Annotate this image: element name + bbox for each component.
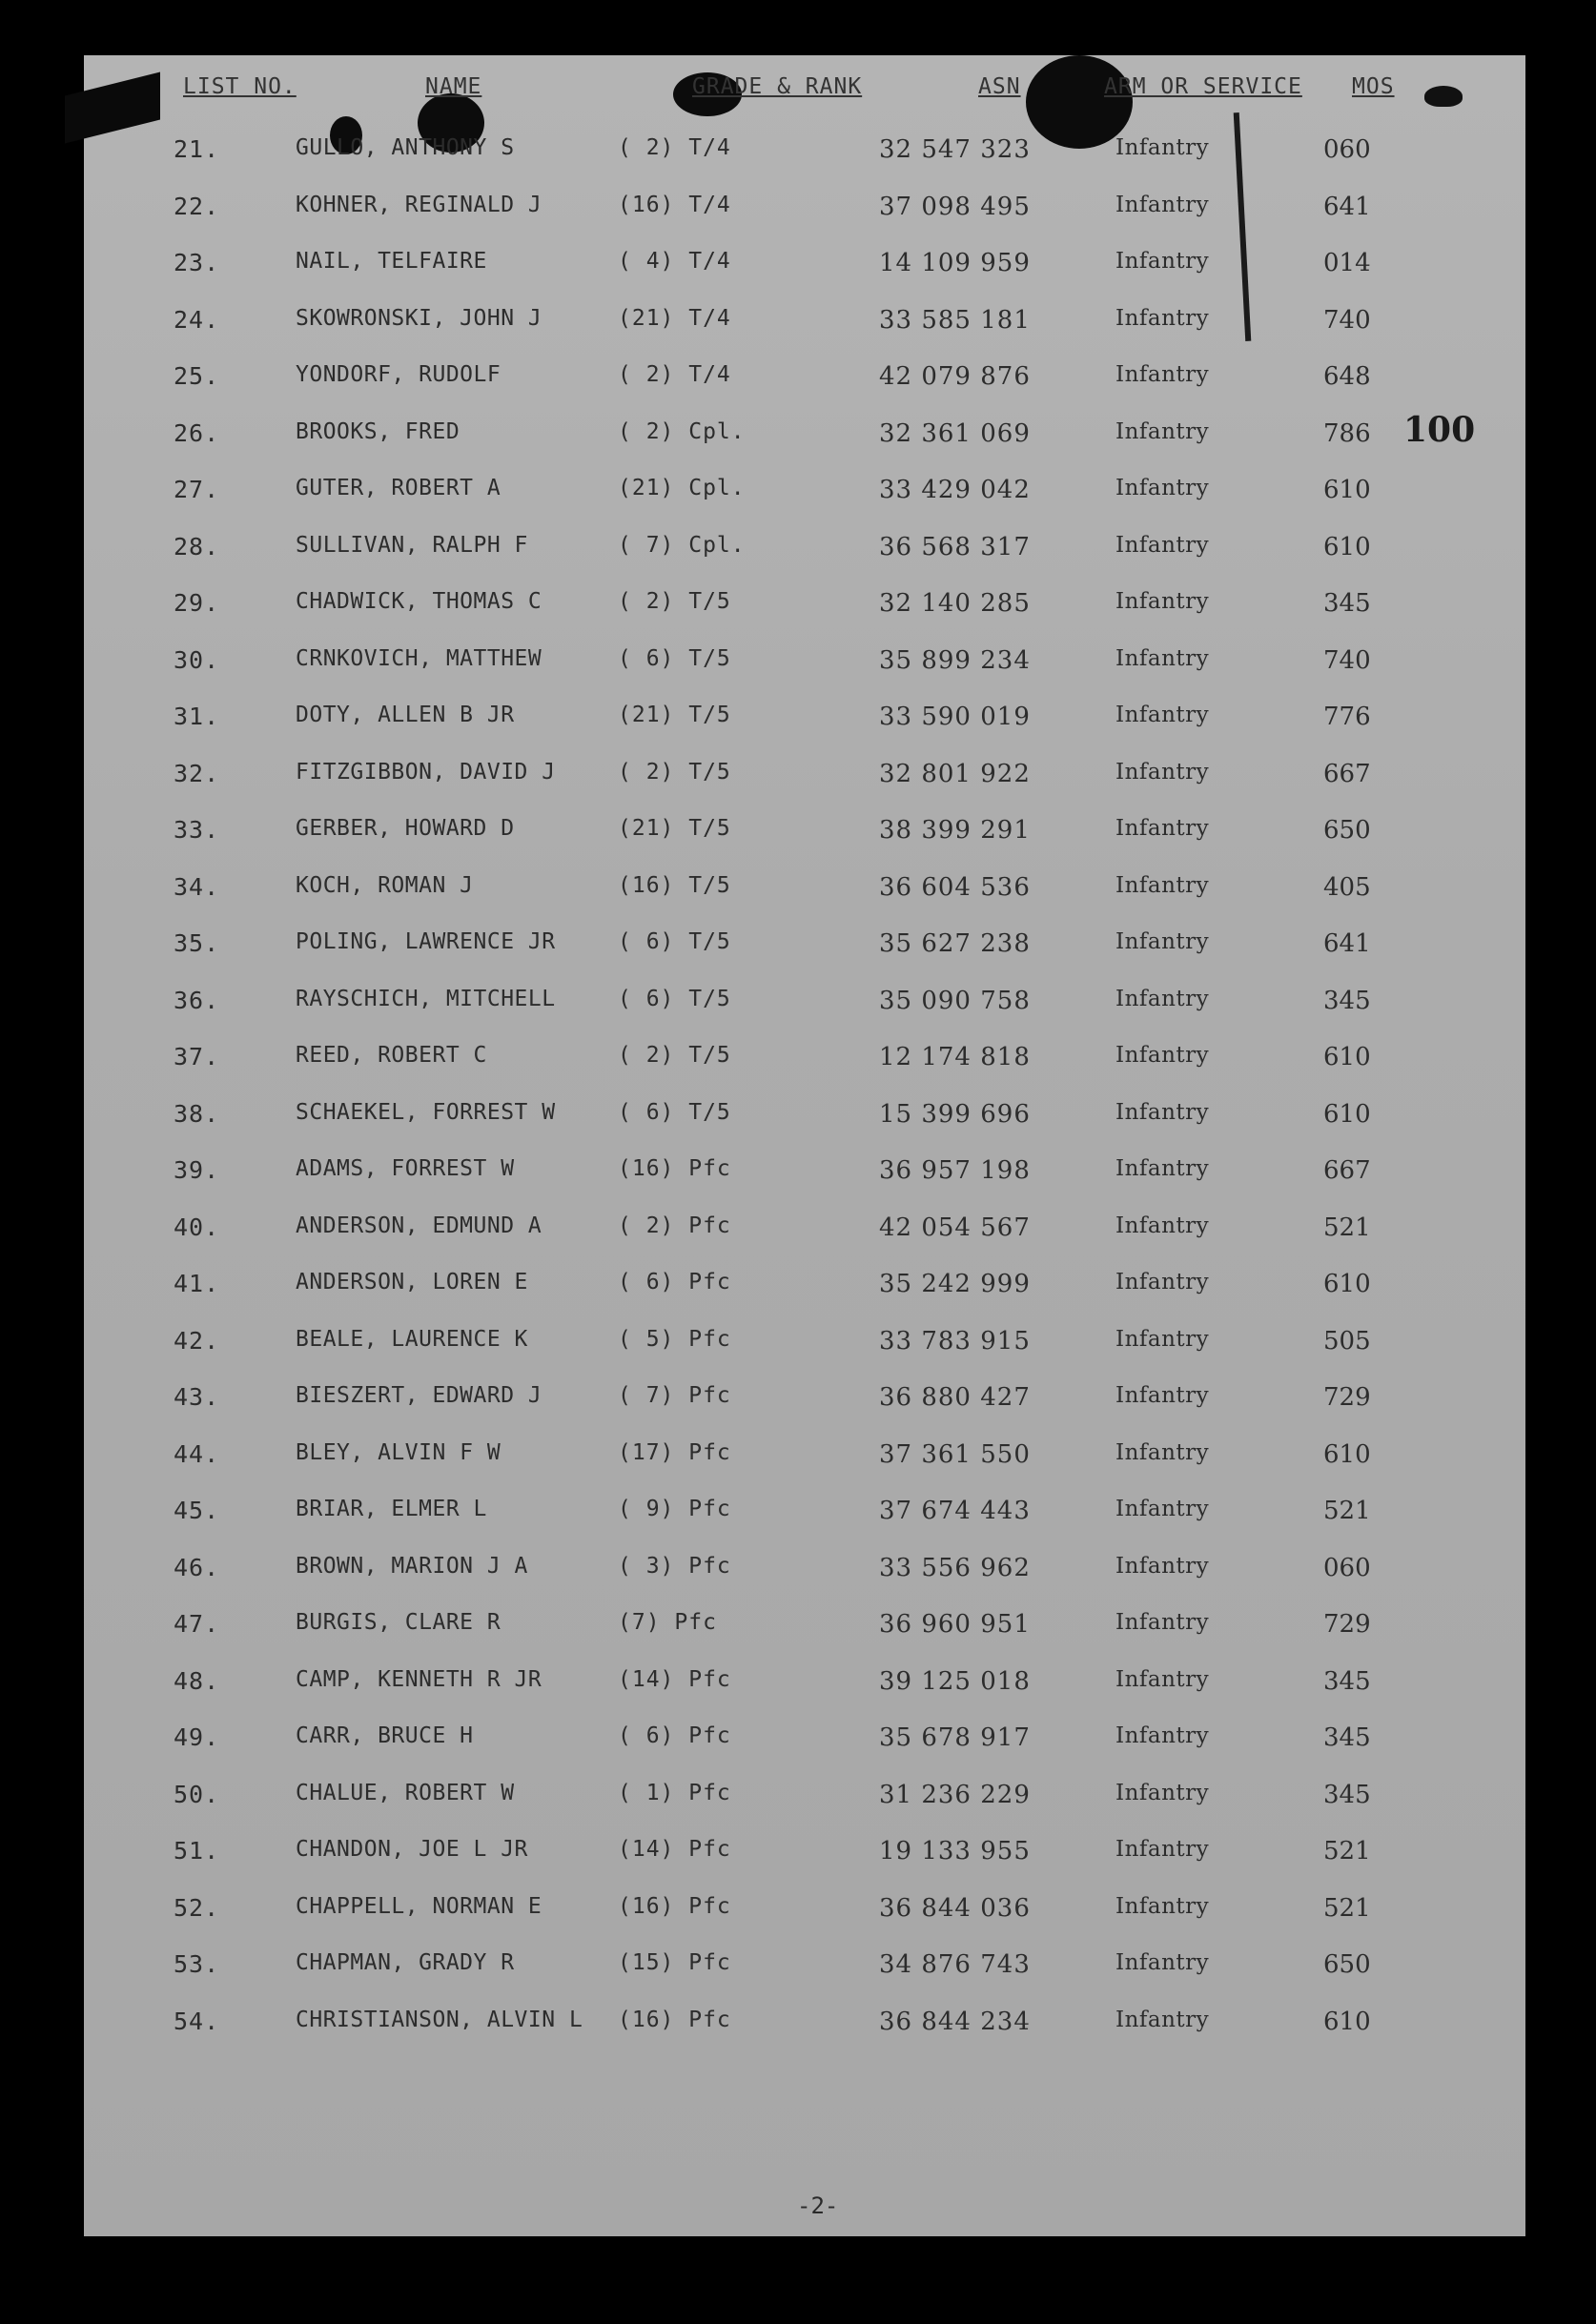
row-grade: (21) Cpl. — [618, 476, 746, 500]
row-list-number: 49. — [174, 1723, 220, 1751]
row-arm: Infantry — [1115, 1950, 1210, 1975]
row-name: BRIAR, ELMER L — [296, 1497, 487, 1521]
row-mos: 650 — [1323, 1950, 1371, 1979]
row-arm: Infantry — [1115, 1780, 1210, 1805]
row-mos: 641 — [1323, 929, 1371, 958]
row-asn: 12 174 818 — [879, 1043, 1031, 1071]
row-arm: Infantry — [1115, 589, 1210, 614]
row-mos: 521 — [1323, 1213, 1371, 1242]
row-asn: 35 242 999 — [879, 1270, 1031, 1298]
row-asn: 15 399 696 — [879, 1099, 1031, 1129]
row-name: BURGIS, CLARE R — [296, 1610, 501, 1635]
row-asn: 36 844 036 — [879, 1893, 1031, 1923]
row-mos: 345 — [1323, 1666, 1371, 1696]
row-asn: 32 361 069 — [879, 418, 1031, 448]
table-row — [84, 1595, 1525, 1652]
row-list-number: 31. — [174, 703, 220, 730]
row-mos: 776 — [1323, 703, 1371, 731]
row-grade: (21) T/5 — [618, 703, 731, 727]
row-mos: 667 — [1323, 1156, 1371, 1185]
row-mos: 345 — [1323, 1723, 1371, 1752]
row-asn: 34 876 743 — [879, 1950, 1031, 1979]
row-asn: 42 054 567 — [879, 1213, 1031, 1242]
table-row — [84, 1935, 1525, 1992]
header-grade: GRADE & RANK — [692, 74, 863, 99]
row-asn: 33 590 019 — [879, 703, 1031, 731]
row-arm: Infantry — [1115, 476, 1210, 500]
table-row — [84, 1652, 1525, 1709]
row-name: ADAMS, FORREST W — [296, 1156, 515, 1181]
row-name: CRNKOVICH, MATTHEW — [296, 645, 542, 671]
row-arm: Infantry — [1115, 645, 1210, 671]
row-name: SULLIVAN, RALPH F — [296, 532, 528, 558]
row-mos: 667 — [1323, 759, 1371, 788]
row-arm: Infantry — [1115, 1099, 1210, 1125]
row-mos: 610 — [1323, 532, 1371, 561]
row-list-number: 39. — [174, 1156, 220, 1184]
table-row — [84, 234, 1525, 291]
row-grade: ( 6) T/5 — [618, 645, 731, 671]
row-mos: 345 — [1323, 1780, 1371, 1809]
row-name: DOTY, ALLEN B JR — [296, 703, 515, 727]
row-name: BLEY, ALVIN F W — [296, 1439, 501, 1465]
row-mos: 521 — [1323, 1497, 1371, 1525]
table-row — [84, 1312, 1525, 1369]
row-list-number: 30. — [174, 645, 220, 674]
row-arm: Infantry — [1115, 418, 1210, 444]
row-asn: 36 604 536 — [879, 872, 1031, 902]
row-name: SKOWRONSKI, JOHN J — [296, 305, 542, 331]
row-grade: ( 2) T/5 — [618, 1043, 731, 1068]
roster-list — [84, 120, 1525, 2049]
row-arm: Infantry — [1115, 1439, 1210, 1465]
table-row — [84, 1992, 1525, 2049]
row-arm: Infantry — [1115, 986, 1210, 1011]
row-arm: Infantry — [1115, 703, 1210, 727]
row-asn: 35 899 234 — [879, 645, 1031, 675]
page-number: -2- — [797, 2192, 839, 2219]
row-list-number: 44. — [174, 1439, 220, 1468]
table-row — [84, 347, 1525, 404]
row-arm: Infantry — [1115, 1497, 1210, 1521]
row-list-number: 23. — [174, 249, 220, 276]
row-grade: (17) Pfc — [618, 1439, 731, 1465]
row-list-number: 41. — [174, 1270, 220, 1297]
row-asn: 14 109 959 — [879, 249, 1031, 277]
row-name: CHADWICK, THOMAS C — [296, 589, 542, 614]
row-grade: (7) Pfc — [618, 1610, 717, 1635]
table-row — [84, 1708, 1525, 1765]
table-row — [84, 1425, 1525, 1482]
table-row — [84, 687, 1525, 744]
header-mos: MOS — [1352, 74, 1395, 99]
row-asn: 32 547 323 — [879, 135, 1031, 164]
row-mos: 729 — [1323, 1383, 1371, 1412]
row-name: NAIL, TELFAIRE — [296, 249, 487, 274]
table-row — [84, 971, 1525, 1029]
row-asn: 36 568 317 — [879, 532, 1031, 561]
row-grade: ( 7) Cpl. — [618, 532, 746, 558]
row-list-number: 50. — [174, 1780, 220, 1808]
row-grade: ( 2) T/5 — [618, 759, 731, 785]
row-grade: (16) T/4 — [618, 192, 731, 217]
row-asn: 37 674 443 — [879, 1497, 1031, 1525]
row-name: CARR, BRUCE H — [296, 1723, 474, 1748]
table-row — [84, 404, 1525, 461]
row-name: CHAPPELL, NORMAN E — [296, 1893, 542, 1919]
row-grade: (16) Pfc — [618, 1156, 731, 1181]
row-mos: 610 — [1323, 1099, 1371, 1129]
row-mos: 060 — [1323, 1553, 1371, 1582]
table-row — [84, 1254, 1525, 1312]
row-list-number: 36. — [174, 986, 220, 1014]
row-asn: 42 079 876 — [879, 362, 1031, 391]
row-name: RAYSCHICH, MITCHELL — [296, 986, 556, 1011]
row-name: BROWN, MARION J A — [296, 1553, 528, 1579]
row-asn: 36 880 427 — [879, 1383, 1031, 1412]
row-mos: 345 — [1323, 589, 1371, 618]
table-row — [84, 574, 1525, 631]
row-asn: 36 957 198 — [879, 1156, 1031, 1185]
row-mos: 405 — [1323, 872, 1371, 902]
row-mos: 610 — [1323, 1043, 1371, 1071]
row-arm: Infantry — [1115, 759, 1210, 785]
row-grade: (14) Pfc — [618, 1666, 731, 1692]
row-list-number: 47. — [174, 1610, 220, 1638]
row-list-number: 40. — [174, 1213, 220, 1241]
row-name: CHANDON, JOE L JR — [296, 1837, 528, 1862]
row-list-number: 46. — [174, 1553, 220, 1581]
header-arm: ARM OR SERVICE — [1104, 74, 1302, 99]
row-grade: ( 6) Pfc — [618, 1723, 731, 1748]
row-mos: 786 — [1323, 418, 1371, 448]
row-mos: 641 — [1323, 192, 1371, 221]
row-name: BIESZERT, EDWARD J — [296, 1383, 542, 1408]
row-grade: ( 6) T/5 — [618, 929, 731, 954]
row-list-number: 33. — [174, 816, 220, 844]
row-name: GERBER, HOWARD D — [296, 816, 515, 841]
row-grade: (21) T/4 — [618, 305, 731, 331]
table-row — [84, 1085, 1525, 1142]
table-row — [84, 914, 1525, 971]
row-name: POLING, LAWRENCE JR — [296, 929, 556, 954]
table-row — [84, 858, 1525, 915]
roster-page — [84, 55, 1525, 2236]
table-row — [84, 744, 1525, 802]
row-name: KOCH, ROMAN J — [296, 872, 474, 898]
table-row — [84, 1141, 1525, 1198]
row-list-number: 48. — [174, 1666, 220, 1695]
row-arm: Infantry — [1115, 1893, 1210, 1919]
row-arm: Infantry — [1115, 532, 1210, 558]
row-grade: ( 6) T/5 — [618, 1099, 731, 1125]
row-arm: Infantry — [1115, 192, 1210, 217]
row-mos: 610 — [1323, 476, 1371, 504]
row-mos: 610 — [1323, 2007, 1371, 2036]
table-row — [84, 1879, 1525, 1936]
table-row — [84, 120, 1525, 177]
row-arm: Infantry — [1115, 1610, 1210, 1635]
row-name: ANDERSON, EDMUND A — [296, 1213, 542, 1238]
row-list-number: 26. — [174, 418, 220, 447]
table-row — [84, 631, 1525, 688]
row-grade: ( 2) T/5 — [618, 589, 731, 614]
table-row — [84, 177, 1525, 234]
row-arm: Infantry — [1115, 1213, 1210, 1238]
row-grade: ( 7) Pfc — [618, 1383, 731, 1408]
table-row — [84, 1539, 1525, 1596]
row-grade: ( 2) T/4 — [618, 362, 731, 387]
row-grade: (15) Pfc — [618, 1950, 731, 1975]
row-list-number: 28. — [174, 532, 220, 561]
table-row — [84, 1198, 1525, 1255]
row-list-number: 42. — [174, 1326, 220, 1355]
row-grade: ( 3) Pfc — [618, 1553, 731, 1579]
header-asn: ASN — [978, 74, 1021, 99]
page-stamp: 100 — [1403, 410, 1476, 450]
row-asn: 33 585 181 — [879, 305, 1031, 335]
row-list-number: 45. — [174, 1497, 220, 1524]
row-list-number: 37. — [174, 1043, 220, 1070]
row-list-number: 27. — [174, 476, 220, 503]
row-grade: (16) Pfc — [618, 2007, 731, 2032]
row-arm: Infantry — [1115, 2007, 1210, 2032]
row-mos: 060 — [1323, 135, 1371, 164]
row-asn: 35 678 917 — [879, 1723, 1031, 1752]
row-asn: 32 801 922 — [879, 759, 1031, 788]
row-mos: 610 — [1323, 1439, 1371, 1469]
row-asn: 33 783 915 — [879, 1326, 1031, 1356]
row-mos: 014 — [1323, 249, 1371, 277]
row-grade: ( 6) T/5 — [618, 986, 731, 1011]
table-row — [84, 1822, 1525, 1879]
row-name: GUTER, ROBERT A — [296, 476, 501, 500]
header-list-no: LIST NO. — [183, 74, 297, 99]
row-list-number: 35. — [174, 929, 220, 957]
row-grade: (21) T/5 — [618, 816, 731, 841]
row-name: KOHNER, REGINALD J — [296, 192, 542, 217]
header-name: NAME — [425, 74, 482, 99]
table-row — [84, 1765, 1525, 1823]
table-row — [84, 1368, 1525, 1425]
row-name: CHRISTIANSON, ALVIN L — [296, 2007, 583, 2032]
row-name: REED, ROBERT C — [296, 1043, 487, 1068]
row-arm: Infantry — [1115, 1326, 1210, 1352]
row-arm: Infantry — [1115, 1043, 1210, 1068]
row-grade: ( 1) Pfc — [618, 1780, 731, 1805]
row-arm: Infantry — [1115, 816, 1210, 841]
row-arm: Infantry — [1115, 872, 1210, 898]
row-name: CHALUE, ROBERT W — [296, 1780, 515, 1805]
column-header — [84, 74, 1525, 112]
row-asn: 33 429 042 — [879, 476, 1031, 504]
row-name: CAMP, KENNETH R JR — [296, 1666, 542, 1692]
row-asn: 32 140 285 — [879, 589, 1031, 618]
table-row — [84, 1028, 1525, 1085]
row-asn: 35 627 238 — [879, 929, 1031, 958]
row-arm: Infantry — [1115, 1837, 1210, 1862]
row-grade: ( 6) Pfc — [618, 1270, 731, 1295]
table-row — [84, 518, 1525, 575]
row-mos: 650 — [1323, 816, 1371, 845]
row-mos: 521 — [1323, 1837, 1371, 1865]
row-mos: 521 — [1323, 1893, 1371, 1923]
row-list-number: 53. — [174, 1950, 220, 1978]
row-list-number: 22. — [174, 192, 220, 220]
row-grade: (14) Pfc — [618, 1837, 731, 1862]
row-name: FITZGIBBON, DAVID J — [296, 759, 556, 785]
row-list-number: 32. — [174, 759, 220, 787]
row-asn: 37 098 495 — [879, 192, 1031, 221]
row-mos: 610 — [1323, 1270, 1371, 1298]
table-row — [84, 291, 1525, 348]
row-arm: Infantry — [1115, 362, 1210, 387]
row-list-number: 51. — [174, 1837, 220, 1865]
row-name: CHAPMAN, GRADY R — [296, 1950, 515, 1975]
row-grade: ( 2) Cpl. — [618, 418, 746, 444]
row-mos: 729 — [1323, 1610, 1371, 1639]
row-name: ANDERSON, LOREN E — [296, 1270, 528, 1295]
row-asn: 37 361 550 — [879, 1439, 1031, 1469]
row-grade: (16) T/5 — [618, 872, 731, 898]
row-arm: Infantry — [1115, 1666, 1210, 1692]
row-arm: Infantry — [1115, 1553, 1210, 1579]
row-mos: 740 — [1323, 645, 1371, 675]
row-name: SCHAEKEL, FORREST W — [296, 1099, 556, 1125]
row-asn: 39 125 018 — [879, 1666, 1031, 1696]
row-arm: Infantry — [1115, 1270, 1210, 1295]
row-grade: ( 9) Pfc — [618, 1497, 731, 1521]
table-row — [84, 1481, 1525, 1539]
row-asn: 33 556 962 — [879, 1553, 1031, 1582]
row-list-number: 52. — [174, 1893, 220, 1922]
row-list-number: 34. — [174, 872, 220, 901]
row-grade: ( 5) Pfc — [618, 1326, 731, 1352]
row-mos: 505 — [1323, 1326, 1371, 1356]
row-asn: 36 844 234 — [879, 2007, 1031, 2036]
row-asn: 36 960 951 — [879, 1610, 1031, 1639]
row-grade: (16) Pfc — [618, 1893, 731, 1919]
row-list-number: 43. — [174, 1383, 220, 1411]
table-row — [84, 460, 1525, 518]
row-arm: Infantry — [1115, 305, 1210, 331]
row-grade: ( 4) T/4 — [618, 249, 731, 274]
row-arm: Infantry — [1115, 929, 1210, 954]
row-list-number: 24. — [174, 305, 220, 334]
row-list-number: 21. — [174, 135, 220, 163]
row-arm: Infantry — [1115, 1156, 1210, 1181]
row-name: BEALE, LAURENCE K — [296, 1326, 528, 1352]
row-list-number: 29. — [174, 589, 220, 617]
row-mos: 740 — [1323, 305, 1371, 335]
row-list-number: 25. — [174, 362, 220, 390]
row-arm: Infantry — [1115, 1383, 1210, 1408]
row-arm: Infantry — [1115, 1723, 1210, 1748]
row-name: GULLO, ANTHONY S — [296, 135, 515, 160]
row-asn: 35 090 758 — [879, 986, 1031, 1015]
row-asn: 38 399 291 — [879, 816, 1031, 845]
row-arm: Infantry — [1115, 249, 1210, 274]
table-row — [84, 801, 1525, 858]
row-arm: Infantry — [1115, 135, 1210, 160]
row-list-number: 54. — [174, 2007, 220, 2035]
row-mos: 648 — [1323, 362, 1371, 391]
row-list-number: 38. — [174, 1099, 220, 1128]
row-grade: ( 2) T/4 — [618, 135, 731, 160]
row-name: BROOKS, FRED — [296, 418, 460, 444]
row-mos: 345 — [1323, 986, 1371, 1015]
row-asn: 19 133 955 — [879, 1837, 1031, 1865]
row-asn: 31 236 229 — [879, 1780, 1031, 1809]
row-grade: ( 2) Pfc — [618, 1213, 731, 1238]
row-name: YONDORF, RUDOLF — [296, 362, 501, 387]
